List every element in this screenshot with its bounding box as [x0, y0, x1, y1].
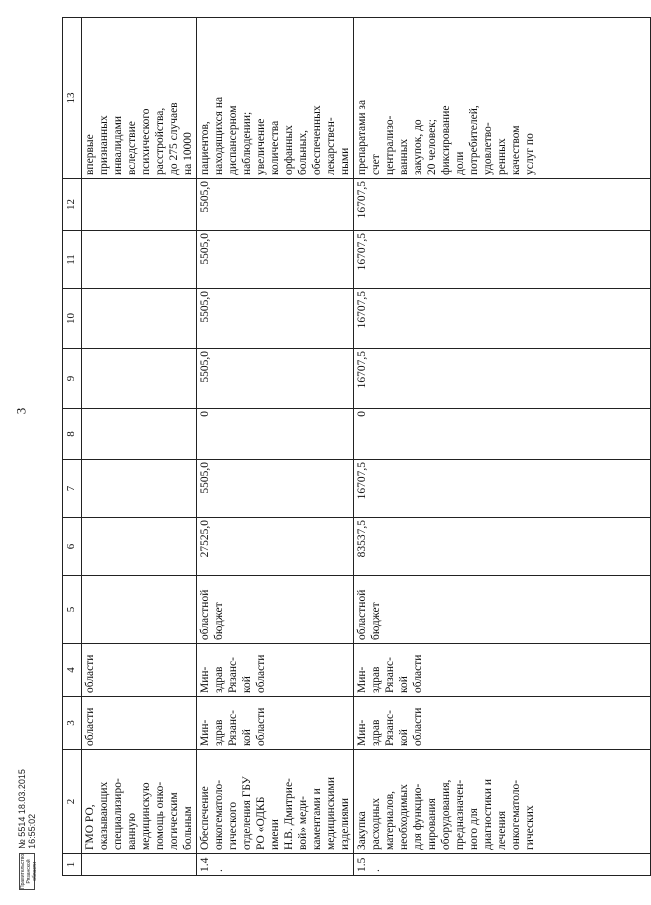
table-cell: 0 — [197, 409, 354, 460]
row-number: 1.5. — [354, 854, 651, 876]
page-number: 3 — [13, 407, 29, 415]
table-cell: Закупка расходных материалов, необходимых для функцио- нирования оборудования, предназначен- ного для диагностики и лечения онкогематоло- гических — [354, 750, 651, 854]
table-cell — [82, 854, 197, 876]
table-row — [82, 18, 197, 876]
table-cell: пациентов, находящихся на диспансерном наблюдении; увеличение количества орфанных больных, обеспеченных лекарствен- ными — [197, 18, 354, 179]
table-cell: препаратами за счет централизо- ванных закупок, до 20 человек; фиксирование доли потребителей, удовлетво- ренных качеством услуг по — [354, 18, 651, 179]
table-cell: Мин- здрав Рязанс- кой области — [354, 644, 651, 697]
col-header: 10 — [63, 289, 82, 349]
col-header: 2 — [63, 750, 82, 854]
table-row — [354, 18, 651, 876]
registration-footer — [14, 760, 40, 890]
col-header: 8 — [63, 409, 82, 460]
row-number: 1.4. — [197, 854, 354, 876]
table-cell: 5505,0 — [197, 289, 354, 349]
table-cell — [82, 460, 197, 518]
registry-stamp: Правительство Рязанской области — [20, 853, 38, 889]
table-cell: области — [82, 644, 197, 697]
table-row — [197, 18, 354, 876]
col-header: 11 — [63, 231, 82, 289]
table-cell: Обеспечение онкогематоло- гического отделения ГБУ РО «ОДКБ имени Н.В. Дмитрие- вой» меди- каментами и медицинскими изделиями — [197, 750, 354, 854]
table-cell — [82, 409, 197, 460]
table-cell: 5505,0 — [197, 349, 354, 409]
col-header: 6 — [63, 518, 82, 576]
table-cell: 16707,5 — [354, 289, 651, 349]
table-cell: 5505,0 — [197, 460, 354, 518]
col-header: 12 — [63, 179, 82, 231]
table-cell: 5505,0 — [197, 179, 354, 231]
table-cell — [82, 231, 197, 289]
table-cell — [82, 518, 197, 576]
table-cell — [82, 289, 197, 349]
col-header: 13 — [63, 18, 82, 179]
table-cell: 16707,5 — [354, 231, 651, 289]
header-row — [63, 18, 82, 876]
table-cell: 0 — [354, 409, 651, 460]
registration-number: № 5514 18.03.2015 16:55:02 — [17, 769, 37, 849]
program-table — [62, 17, 651, 876]
table-cell: ГМО РО, оказывающих специализиро- ванную медицинскую помощь онко- логическим больным — [82, 750, 197, 854]
document-sheet — [62, 18, 607, 876]
table-cell: Мин- здрав Рязанс- кой области — [197, 697, 354, 750]
table-cell: Мин- здрав Рязанс- кой области — [197, 644, 354, 697]
table-cell: 16707,5 — [354, 349, 651, 409]
table-cell — [82, 576, 197, 644]
table-cell — [82, 349, 197, 409]
table-cell: 5505,0 — [197, 231, 354, 289]
table-cell: областной бюджет — [197, 576, 354, 644]
table-cell: Мин- здрав Рязанс- кой области — [354, 697, 651, 750]
table-cell: впервые признанных инвалидами вследствие психического расстройства, до 275 случаев на 10000 — [82, 18, 197, 179]
col-header: 4 — [63, 644, 82, 697]
col-header: 1 — [63, 854, 82, 876]
table-cell: областной бюджет — [354, 576, 651, 644]
table-cell: 83537,5 — [354, 518, 651, 576]
col-header: 5 — [63, 576, 82, 644]
table-cell: 27525,0 — [197, 518, 354, 576]
table-cell: 16707,5 — [354, 179, 651, 231]
col-header: 9 — [63, 349, 82, 409]
table-cell: 16707,5 — [354, 460, 651, 518]
col-header: 7 — [63, 460, 82, 518]
table-cell: области — [82, 697, 197, 750]
col-header: 3 — [63, 697, 82, 750]
table-cell — [82, 179, 197, 231]
